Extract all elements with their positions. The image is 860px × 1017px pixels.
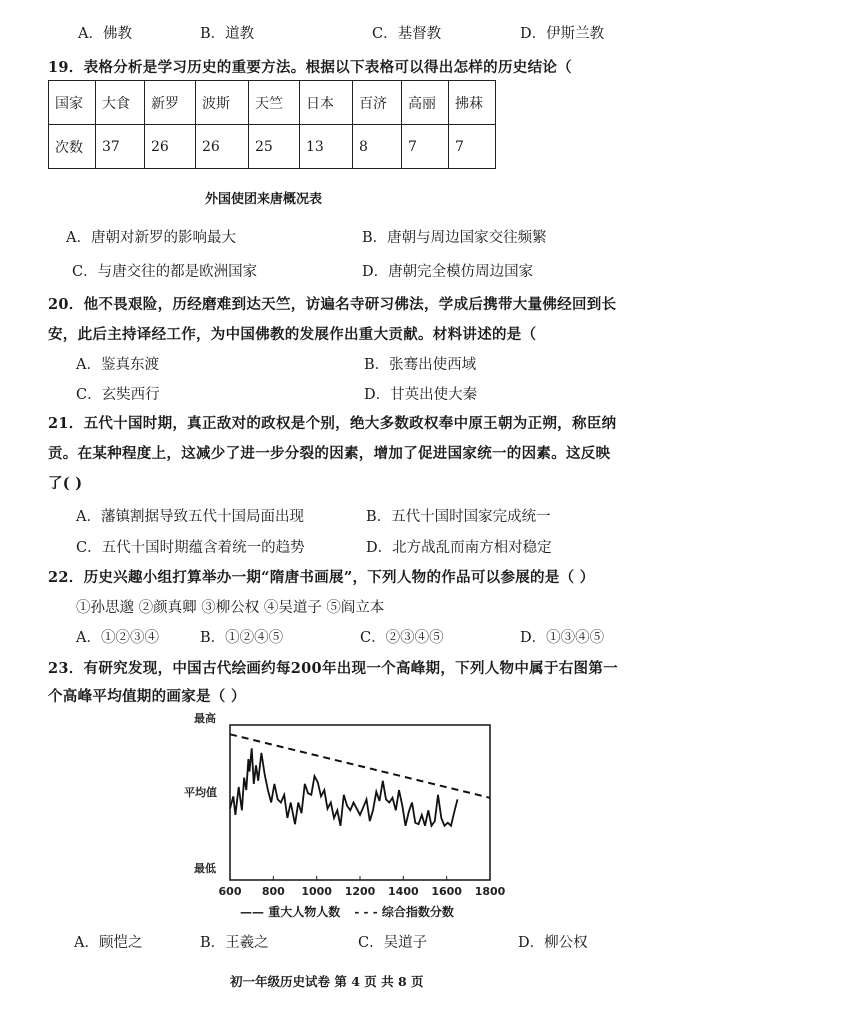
table-cell: 7 (449, 125, 496, 169)
x-tick-label: 1200 (344, 885, 376, 898)
table-cell: 波斯 (196, 81, 249, 125)
q21-stem-line1: 21．五代十国时期，真正敌对的政权是个别，绝大多数政权奉中原王朝为正朔，称臣纳 (48, 415, 617, 432)
q19-stem: 19．表格分析是学习历史的重要方法。根据以下表格可以得出怎样的历史结论（ (48, 59, 572, 76)
q19-option-a: A．唐朝对新罗的影响最大 (66, 230, 236, 246)
q19-option-c: C．与唐交往的都是欧洲国家 (72, 264, 258, 280)
q21-option-a: A．藩镇割据导致五代十国局面出现 (76, 509, 304, 525)
plot-frame (230, 725, 490, 880)
painting-trend-chart (180, 710, 520, 900)
q21-stem-line3: 了( ) (48, 475, 83, 492)
y-label-min: 最低 (194, 862, 216, 875)
x-tick-label: 800 (261, 885, 285, 898)
q23-option-b: B．王羲之 (200, 935, 269, 951)
q20-option-d: D．甘英出使大秦 (364, 387, 478, 403)
page-footer: 初一年级历史试卷 第 4 页 共 8 页 (230, 974, 424, 989)
table-row (49, 125, 496, 169)
table-row (49, 81, 496, 125)
q23-stem-line2: 个高峰平均值期的画家是（ ） (48, 688, 246, 705)
q22-items: ①孙思邈 ②颜真卿 ③柳公权 ④吴道子 ⑤阎立本 (76, 600, 385, 616)
x-tick-label: 1600 (431, 885, 462, 898)
table-cell: 大食 (96, 81, 145, 125)
q23-option-d: D．柳公权 (518, 935, 588, 951)
legend-solid-swatch: —— (240, 905, 269, 919)
x-tick-label: 1400 (388, 885, 419, 898)
q20-stem-line2: 安，此后主持译经工作，为中国佛教的发展作出重大贡献。材料讲述的是（ (48, 326, 537, 343)
q18-option-a: A．佛教 (78, 26, 132, 42)
table-cell: 日本 (300, 81, 353, 125)
q20-option-a: A．鉴真东渡 (76, 357, 159, 373)
series-line-major-figures (230, 748, 458, 826)
q22-option-b: B．①②④⑤ (200, 630, 284, 646)
q18-option-c: C．基督教 (372, 26, 442, 42)
q22-option-a: A．①②③④ (76, 630, 159, 646)
q20-option-c: C．玄奘西行 (76, 387, 160, 403)
table-cell: 25 (249, 125, 300, 169)
table-cell: 拂菻 (449, 81, 496, 125)
x-tick-label: 1000 (301, 885, 332, 898)
x-tick-label: 600 (218, 885, 242, 898)
series-line-composite-index (230, 734, 490, 798)
q22-option-d: D．①③④⑤ (520, 630, 605, 646)
q18-option-b: B．道教 (200, 26, 255, 42)
y-label-max: 最高 (194, 712, 216, 725)
q21-option-d: D．北方战乱而南方相对稳定 (366, 540, 552, 556)
q22-stem: 22．历史兴趣小组打算举办一期“隋唐书画展”，下列人物的作品可以参展的是（ ） (48, 569, 595, 586)
legend-series-1: 重大人物人数 (268, 905, 341, 919)
table-cell: 13 (300, 125, 353, 169)
q23-stem-line1: 23．有研究发现，中国古代绘画约每200年出现一个高峰期，下列人物中属于右图第一 (48, 660, 618, 677)
table-cell: 新罗 (145, 81, 196, 125)
table-cell: 百济 (353, 81, 402, 125)
q20-option-b: B．张骞出使西域 (364, 357, 477, 373)
table-cell: 7 (402, 125, 449, 169)
q21-stem-line2: 贡。在某种程度上，这减少了进一步分裂的因素，增加了促进国家统一的因素。这反映 (48, 445, 611, 462)
q21-option-c: C．五代十国时期蕴含着统一的趋势 (76, 540, 305, 556)
table-cell: 26 (145, 125, 196, 169)
table-cell: 高丽 (402, 81, 449, 125)
table-cell: 8 (353, 125, 402, 169)
q23-option-a: A．顾恺之 (74, 935, 143, 951)
table-cell: 37 (96, 125, 145, 169)
envoy-table (48, 80, 496, 169)
table-cell: 天竺 (249, 81, 300, 125)
q19-option-d: D．唐朝完全模仿周边国家 (362, 264, 534, 280)
x-tick-label: 1800 (474, 885, 506, 898)
table-cell: 26 (196, 125, 249, 169)
table-caption: 外国使团来唐概况表 (205, 192, 323, 207)
y-label-avg: 平均值 (184, 786, 217, 799)
legend-series-2: 综合指数分数 (381, 905, 454, 919)
table-cell: 次数 (49, 125, 96, 169)
q22-option-c: C．②③④⑤ (360, 630, 444, 646)
q21-option-b: B．五代十国时国家完成统一 (366, 509, 551, 525)
q23-option-c: C．吴道子 (358, 935, 428, 951)
q19-option-b: B．唐朝与周边国家交往频繁 (362, 230, 547, 246)
legend-dashed-swatch: - - - (354, 905, 382, 919)
chart-legend (240, 903, 454, 920)
q20-stem-line1: 20．他不畏艰险，历经磨难到达天竺，访遍名寺研习佛法，学成后携带大量佛经回到长 (48, 296, 617, 313)
table-cell: 国家 (49, 81, 96, 125)
q18-option-d: D．伊斯兰教 (520, 26, 605, 42)
